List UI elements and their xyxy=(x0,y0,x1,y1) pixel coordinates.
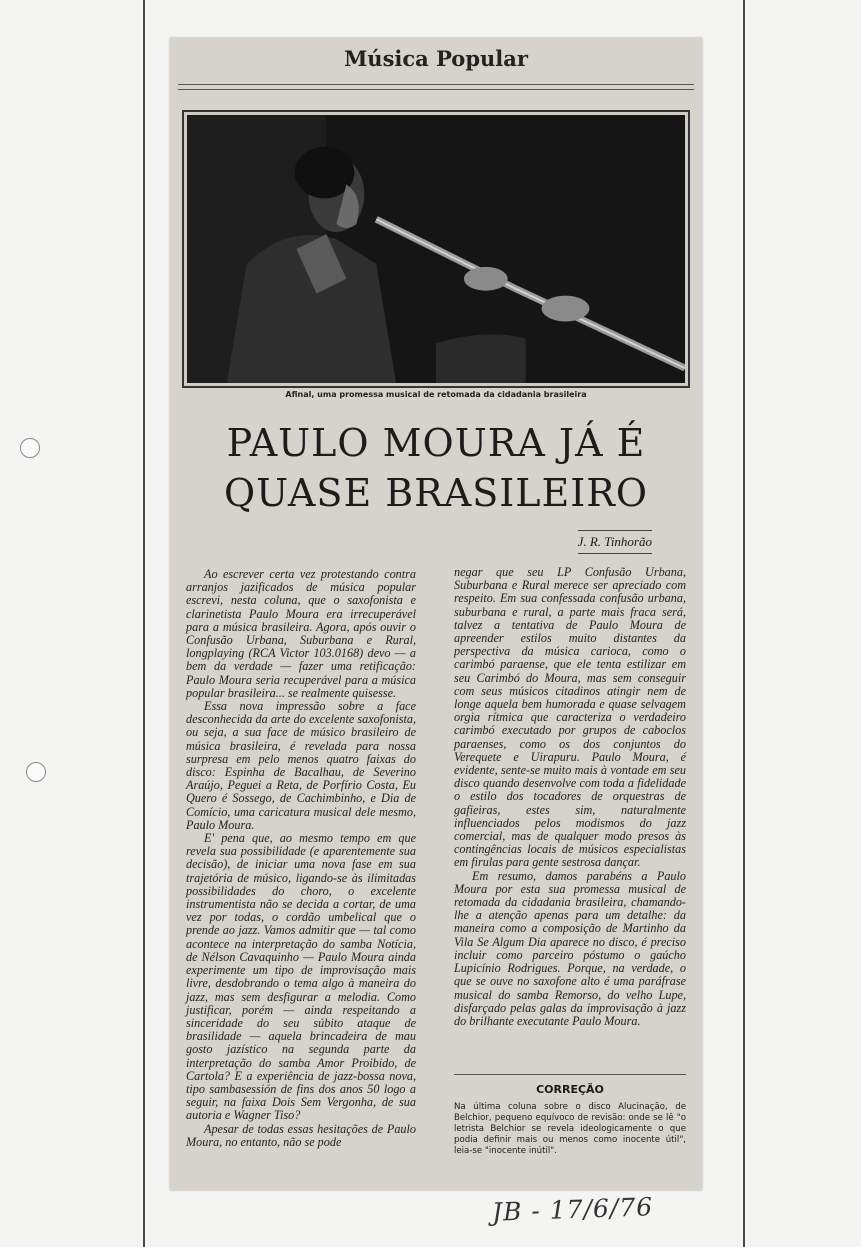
headline xyxy=(170,418,702,518)
section-title: Música Popular xyxy=(344,46,528,71)
byline: J. R. Tinhorão xyxy=(578,530,652,554)
paragraph: Em resumo, damos parabéns a Paulo Moura por esta sua promessa musical de retomada da cidadania brasileira, chamando-lhe a atenção apenas para um detalhe: da maneira como a composição de Martinho da Vila Se Algum Dia aparece no disco, é preciso incluir como parceiro póstumo o gaúcho Lupicínio Rodrigues. Porque, na verdade, o que se ouve no saxofone alto é uma paráfrase musical do samba Remorso, do velho Lupe, disfarçado pelas galas da improvisação à jazz do brilhante executante Paulo Moura. xyxy=(454,868,686,1028)
musician-photo xyxy=(187,115,685,383)
paragraph: Essa nova impressão sobre a face desconhecida da arte do excelente saxofonista, ou seja, a sua face de músico brasileiro de música brasileira, é revelada para nossa surpresa em pelo menos quatro faixas do disco: Espinha de Bacalhau, de Severino Araújo, Peguei a Reta, de Porfírio Costa, Eu Quero é Sossego, de Cachimbinho, e Dia de Comício, uma caricatura musical dele mesmo, Paulo Moura. xyxy=(186,699,416,832)
paragraph: negar que seu LP Confusão Urbana, Suburbana e Rural merece ser apreciado com respeito. Em sua confessada confusão urbana, suburbana e rural, a parte mais fraca será, talvez a tentativa de Paulo Moura de apreender estilos muito distantes da perspectiva da música carioca, como o carimbó paraense, que ele tenta estilizar em seu Carimbó do Moura, mas sem conseguir com seus músicos citadinos atingir nem de longe aquela bem humorada e quase selvagem orgia rítmica que caracteriza o verdadeiro carimbó executado por grupos de caboclos paraenses, como os dos conjuntos do Verequete e Uirapuru. Paulo Moura, é evidente, sente-se muito mais à vontade em seu disco quando desenvolve com toda a fidelidade o estilo dos tocadores de orquestras de gafieiras, estes sim, naturalmente influenciados pelos modismos do jazz comercial, mas de qualquer modo presos às contingências locais de músicos especialistas em firulas para gente sestrosa dançar. xyxy=(454,565,686,870)
correction-title: CORREÇÃO xyxy=(536,1083,604,1096)
punch-hole-top xyxy=(20,438,40,458)
correction-text: Na última coluna sobre o disco Alucinação, de Belchior, pequeno equívoco de revisão: onde se lê "o letrista Belchior se revela ideologicamente o que podia definir mais ou menos como inocente útil", leia-se "inocente inútil". xyxy=(454,1102,686,1156)
page-right-border xyxy=(743,0,745,1247)
article-column-right xyxy=(454,566,686,1028)
newspaper-clipping xyxy=(170,38,702,1190)
headline-line-1: PAULO MOURA JÁ É xyxy=(226,421,646,465)
paragraph: E' pena que, ao mesmo tempo em que revela sua possibilidade (e aparentemente sua decisão), de iniciar uma nova fase em sua trajetória de músico, ligando-se às ilimitadas possibilidades do choro, o excelente instrumentista não se decida a cortar, de uma vez por todas, o cordão umbelical que o prende ao jazz. Vamos admitir que — tal como acontece na interpretação do samba Notícia, de Nélson Cavaquinho — Paulo Moura ainda experimente um tipo de improvisação mais livre, desdobrando o tema algo à maneira do jazz, mas sem desfigurar a melodia. Como justificar, porém — ainda respeitando a sinceridade do seu súbito ataque de brasilidade — aquela brincadeira de mau gosto jazístico na segunda parte da interpretação do samba Amor Proibido, de Cartola? E a experiência de jazz-bossa nova, tipo sambasessión de fins dos anos 50 logo a seguir, na faixa Dois Sem Vergonha, de sua autoria e Wagner Tiso? xyxy=(186,831,416,1123)
article-column-left xyxy=(186,568,416,1149)
punch-hole-bottom xyxy=(26,762,46,782)
correction-box xyxy=(454,1074,686,1157)
photo-caption: Afinal, uma promessa musical de retomada da cidadania brasileira xyxy=(285,390,587,399)
paragraph: Apesar de todas essas hesitações de Paulo Moura, no entanto, não se pode xyxy=(186,1121,416,1149)
page-left-border xyxy=(143,0,145,1247)
section-rule xyxy=(178,84,694,90)
paragraph: Ao escrever certa vez protestando contra arranjos jazificados de música popular escrevi, nesta coluna, que o saxofonista e clarinetista Paulo Moura era irrecuperável para a música brasileira. Agora, após ouvir o Confusão Urbana, Suburbana e Rural, longplaying (RCA Victor 103.0168) devo — a bem da verdade — fazer uma retificação: Paulo Moura seria recuperável para a música popular brasileira... se realmente quisesse. xyxy=(186,567,416,700)
handwritten-date-note: JB - 17/6/76 xyxy=(491,1192,654,1227)
photo-frame xyxy=(182,110,690,388)
headline-line-2: QUASE BRASILEIRO xyxy=(223,471,649,515)
